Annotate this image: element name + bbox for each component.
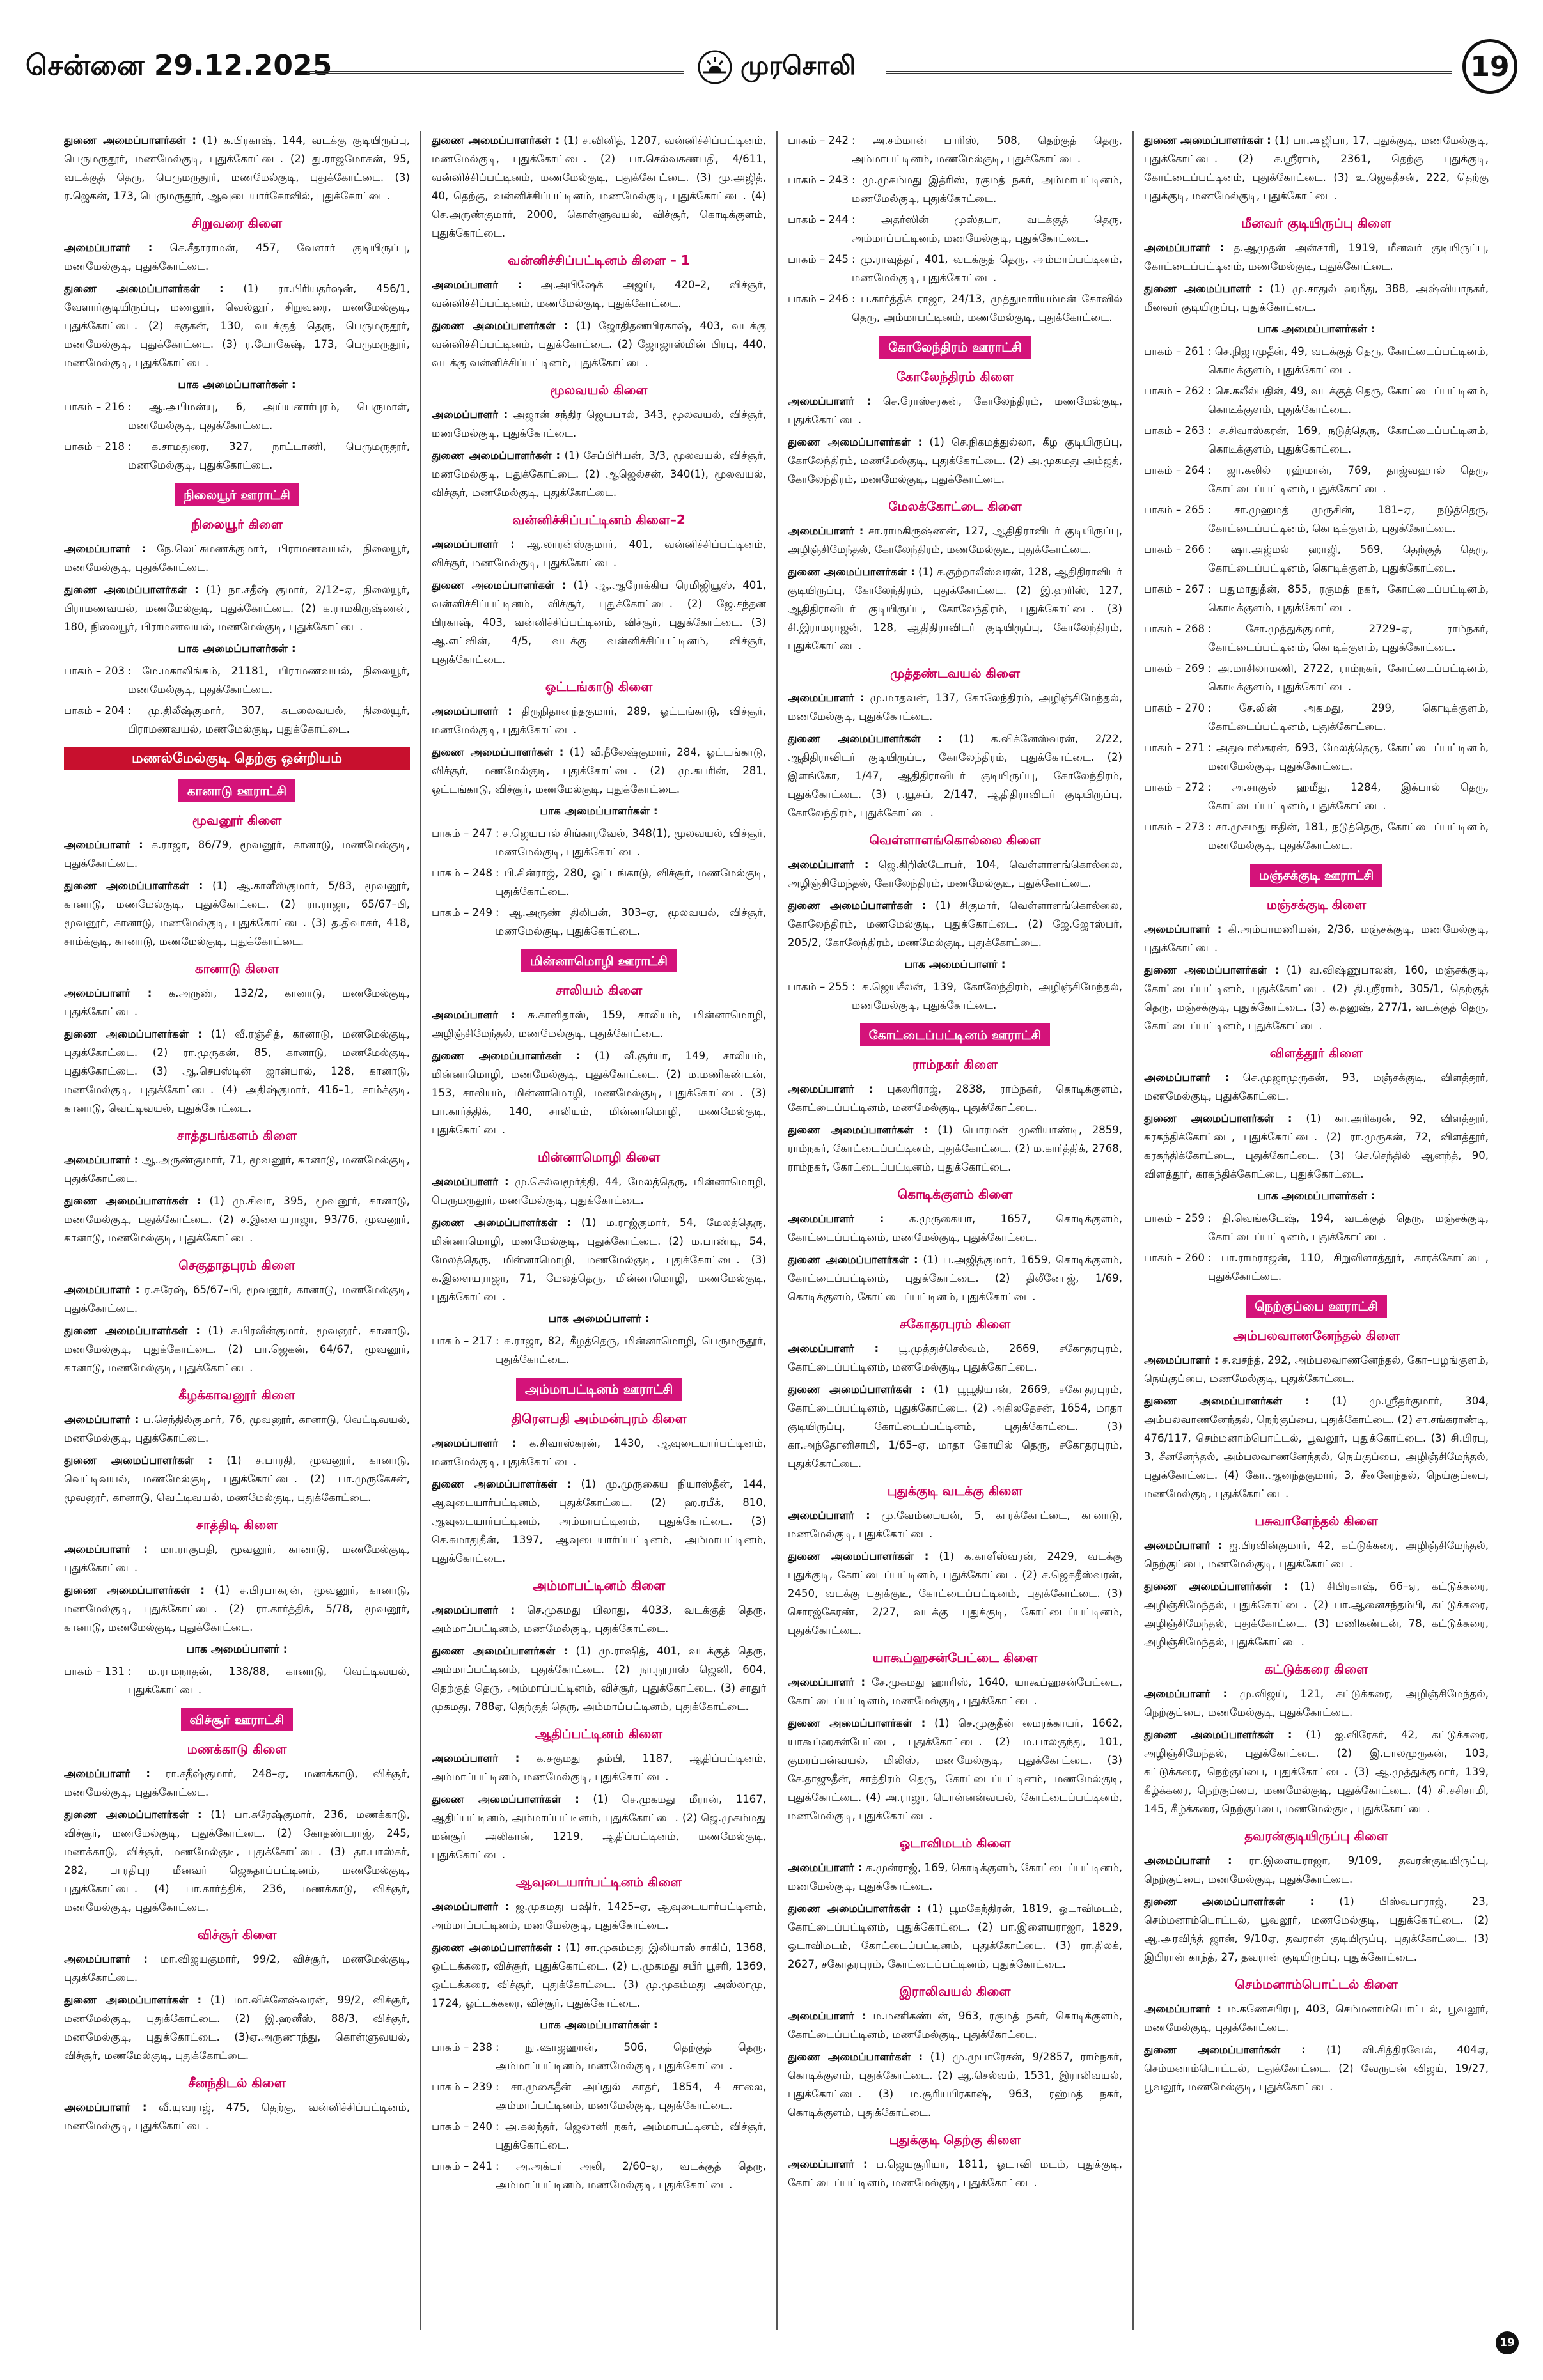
booth-member: : ம.ராமநாதன், 138/88, கானாடு, வெட்டிவயல், புதுக்கோட்டை.	[128, 1665, 410, 1696]
booth-number: பாகம் – 259	[1144, 1212, 1205, 1224]
office-bearer-entry: அமைப்பாளர் : ஆ.அருண்குமார், 71, மூவனூர், கானாடு, மணமேல்குடி, புதுக்கோட்டை.	[64, 1154, 410, 1185]
office-bearer-entry: அமைப்பாளர் : திருநிதானந்தகுமார், 289, ஓட்டங்காடு, விச்சூர், மணமேல்குடி, புதுக்கோட்டை.	[432, 705, 766, 736]
office-bearer-entry: துணை அமைப்பாளர்கள் : (1) சேப்பிரியன், 3/3, மூலவயல், விச்சூர், மணமேல்குடி, புதுக்கோட்டை. (2) ஆஜெல்சன், 340(1), மூலவயல், விச்சூர், மணமேல்குடி, புதுக்கோட்டை.	[432, 449, 766, 499]
office-bearer-entry: துணை அமைப்பாளர்கள் : (1) ச.குற்றாலீஸ்வரன், 128, ஆதிதிராவிடர் குடியிருப்பு, கோலேந்திரம், புதுக்கோட்டை. (2) இ.ஹரிஸ், 127, ஆதிதிராவிடர் குடியிருப்பு, கோலேந்திரம், புதுக்கோட்டை. (3) சி.இராமராஜன், 128, ஆதிதிராவிடர் குடியிருப்பு, கோலேந்திரம், புதுக்கோட்டை.	[788, 566, 1122, 652]
office-bearer-entry: துணை அமைப்பாளர்கள் : (1) மு.சிவா, 395, மூவனூர், கானாடு, மணமேல்குடி, புதுக்கோட்டை. (2) ச.இளையராஜா, 93/76, மூவனூர், கானாடு, மணமேல்குடி, புதுக்கோட்டை.	[64, 1195, 410, 1244]
booth-number: பாகம் – 271	[1144, 742, 1205, 754]
branch-heading: ஆவுடையார்பட்டினம் கிளை	[515, 1874, 682, 1890]
masthead-rule-left	[307, 71, 684, 74]
masthead-rule-right	[886, 71, 1452, 74]
booth-entry	[1144, 778, 1489, 815]
booth-number: பாகம் – 265	[1144, 504, 1205, 516]
panchayat-heading: கோலேந்திரம் ஊராட்சி	[879, 336, 1030, 359]
booth-number: பாகம் – 273	[1144, 821, 1205, 833]
office-bearer-entry: துணை அமைப்பாளர்கள் : (1) ஆ.காளீஸ்குமார், 5/83, மூவனூர், கானாடு, மணமேல்குடி, புதுக்கோட்டை. (2) ரா.ராஜா, 65/67–பி, மூவனூர், கானாடு, மணமேல்குடி, புதுக்கோட்டை. (3) த.திவாகர், 418, சாம்க்குடி, கானாடு, மணமேல்குடி, புதுக்கோட்டை.	[64, 880, 410, 947]
branch-heading: கொடிக்குளம் கிளை	[897, 1186, 1013, 1202]
panchayat-heading: நெற்குப்பை ஊராட்சி	[1246, 1295, 1387, 1318]
office-bearer-entry: அமைப்பாளர் : சே.முகமது ஹாரிஸ், 1640, யாகூப்ஹசன்பேட்டை, கோட்டைப்பட்டினம், மணமேல்குடி, புதுக்கோட்டை.	[788, 1676, 1123, 1707]
branch-heading: சகோதரபுரம் கிளை	[899, 1316, 1011, 1332]
branch-heading: திரௌபதி அம்மன்புரம் கிளை	[511, 1411, 687, 1426]
booth-entry	[1144, 382, 1489, 419]
booth-number: பாகம் – 131	[64, 1665, 125, 1677]
office-bearer-entry: துணை அமைப்பாளர்கள் : (1) ப.அஜித்குமார், 1659, கொடிக்குளம், கோட்டைப்பட்டினம், புதுக்கோட்டை. (2) திலீனோஜ், 1/69, கொடிக்குளம், கோட்டைப்பட்டினம், புதுக்கோட்டை.	[788, 1254, 1122, 1303]
booth-entry	[1144, 580, 1489, 617]
booth-member: : அ.அக்பர் அலி, 2/60–ஏ, வடக்குத் தெரு, அம்மாப்பட்டினம், மணமேல்குடி, புதுக்கோட்டை.	[496, 2160, 766, 2191]
branch-heading: சாலியம் கிளை	[555, 983, 643, 998]
booth-number: பாகம் – 266	[1144, 543, 1205, 556]
branch-heading: சாத்தபங்களம் கிளை	[176, 1128, 297, 1143]
branch-heading: மின்னாமொழி கிளை	[537, 1149, 661, 1165]
booth-subheading: பாக அமைப்பாளர்கள் :	[1257, 1190, 1375, 1202]
booth-number: பாகம் – 247	[432, 827, 492, 839]
booth-entry	[432, 2038, 766, 2075]
booth-member: : மு.முகம்மது இத்ரிஸ், ரகுமத் நகர், அம்மாபட்டினம், மணமேல்குடி, புதுக்கோட்டை.	[852, 174, 1122, 205]
booth-number: பாகம் – 245	[788, 253, 849, 265]
branch-heading: மஞ்சக்குடி கிளை	[1266, 897, 1367, 912]
booth-member: : அதர்ஸின் முஸ்தபா, வடக்குத் தெரு, அம்மாப்பட்டினம், மணமேல்குடி, புதுக்கோட்டை.	[852, 214, 1122, 244]
branch-heading: யாகூப்ஹசன்பேட்டை கிளை	[872, 1650, 1038, 1665]
branch-heading: மீனவர் குடியிருப்பு கிளை	[1241, 215, 1391, 231]
booth-entry	[1144, 738, 1489, 775]
booth-member: : சோ.முத்துக்குமார், 2729–ஏ, ராம்நகர், கோட்டைப்பட்டினம், கொடிக்குளம், புதுக்கோட்டை.	[1208, 623, 1489, 653]
branch-heading: புதுக்குடி வடக்கு கிளை	[887, 1483, 1023, 1498]
booth-member: : அ.கலந்தர், ஜெலானி நகர், அம்மாபட்டினம், விச்சூர், புதுக்கோட்டை.	[496, 2120, 766, 2151]
booth-member: : க.ராஜா, 82, கீழத்தெரு, மின்னாமொழி, பெருமருதூர், புதுக்கோட்டை.	[496, 1335, 766, 1365]
booth-number: பாகம் – 262	[1144, 385, 1205, 397]
office-bearer-entry: துணை அமைப்பாளர்கள் : (1) சா.முகம்மது இலியாஸ் சாகிப், 1368, ஓட்டக்கரை, விச்சூர், புதுக்கோட்டை. (2) பு.முகமது சபீர் பூசரி, 1369, ஓட்டக்கரை, விச்சூர், புதுக்கோட்டை. (3) மு.முகம்மது அஸ்லாமு, 1724, ஓட்டக்கரை, விச்சூர், புதுக்கோட்டை.	[432, 1941, 766, 2009]
branch-heading: விச்சூர் கிளை	[197, 1927, 277, 1942]
booth-entry	[788, 977, 1122, 1015]
office-bearer-entry: துணை அமைப்பாளர்கள் : (1) மு.முபாரேசன், 9/2857, ராம்நகர், கொடிக்குளம், புதுக்கோட்டை. (2) ஆ.செல்வம், 1531, இராலிவயல், புதுக்கோட்டை. (3) ம.சூரியபிரகாஷ், 963, ரஹ்மத் நகர், கொடிக்குளம், புதுக்கோட்டை.	[788, 2051, 1122, 2119]
office-bearer-entry: அமைப்பாளர் : ர.சுரேஷ், 65/67–பி, மூவனூர், கானாடு, மணமேல்குடி, புதுக்கோட்டை.	[64, 1284, 410, 1314]
booth-member: : ஆ.அபிமன்யு, 6, அய்யனார்புரம், பெருமாள், மணமேல்குடி, புதுக்கோட்டை.	[128, 401, 410, 432]
office-bearer-entry: அமைப்பாளர் : மா.விஜயகுமார், 99/2, விச்சூர், மணமேல்குடி, புதுக்கோட்டை.	[64, 1953, 410, 1984]
office-bearer-entry: அமைப்பாளர் : ஜெ.கிறிஸ்டோபர், 104, வெள்ளாளங்கொல்லை, அழிஞ்சிமேந்தல், கோலேந்திரம், மணமேல்குடி, புதுக்கோட்டை.	[788, 859, 1122, 889]
panchayat-heading: மஞ்சக்குடி ஊராட்சி	[1250, 864, 1383, 887]
booth-number: பாகம் – 203	[64, 665, 125, 677]
office-bearer-entry: அமைப்பாளர் : க.சுகுமது தம்பி, 1187, ஆதிப்பட்டினம், அம்மாப்பட்டினம், மணமேல்குடி, புதுக்கோட்டை.	[432, 1752, 767, 1783]
branch-heading: ஓடாவிமடம் கிளை	[899, 1835, 1011, 1851]
office-bearer-entry: துணை அமைப்பாளர்கள் : (1) ம.ராஜ்குமார், 54, மேலத்தெரு, மின்னாமொழி, மணமேல்குடி, புதுக்கோட்டை. (2) ம.பாண்டி, 54, மேலத்தெரு, மின்னாமொழி, மணமேல்குடி, புதுக்கோட்டை. (3) க.இளையராஜா, 71, மேலத்தெரு, மின்னாமொழி, மணமேல்குடி, புதுக்கோட்டை.	[432, 1217, 766, 1303]
office-bearer-entry: அமைப்பாளர் : மு.செல்வமூர்த்தி, 44, மேலத்தெரு, மின்னாமொழி, பெருமருதூர், மணமேல்குடி, புதுக்கோட்டை.	[432, 1176, 766, 1206]
office-bearer-entry: துணை அமைப்பாளர்கள் : (1) ச.பிரபாகரன், மூவனூர், கானாடு, மணமேல்குடி, புதுக்கோட்டை. (2) ரா.கார்த்திக், 5/78, மூவனூர், கானாடு, மணமேல்குடி, புதுக்கோட்டை.	[64, 1584, 410, 1633]
office-bearer-entry: துணை அமைப்பாளர்கள் : (1) வி.சித்திரவேல், 404ஏ, செம்மனாம்பொட்டல், புதுக்கோட்டை. (2) வேருபன் விஜய், 19/27, பூவலூர், மணமேல்குடி, புதுக்கோட்டை.	[1144, 2044, 1489, 2093]
booth-number: பாகம் – 263	[1144, 424, 1205, 437]
booth-entry	[64, 437, 410, 474]
booth-entry	[432, 864, 766, 901]
column-4	[1132, 131, 1489, 2330]
booth-member: : அதுவாஸ்கரன், 693, மேலத்தெரு, கோட்டைப்பட்டினம், மணமேல்குடி, புதுக்கோட்டை.	[1208, 742, 1489, 772]
office-bearer-entry: அமைப்பாளர் : த.ஆமுதன் அன்சாரி, 1919, மீனவர் குடியிருப்பு, கோட்டைப்பட்டினம், மணமேல்குடி, புதுக்கோட்டை.	[1144, 242, 1489, 272]
office-bearer-entry: துணை அமைப்பாளர்கள் : (1) பா.அஜிபா, 17, புதுக்குடி, மணமேல்குடி, புதுக்கோட்டை. (2) ச.ஸ்ரீராம், 2361, தெற்கு புதுக்குடி, கோட்டைப்பட்டினம், புதுக்கோட்டை. (3) உ.ஜெகதீசன், 222, தெற்கு புதுக்குடி, மணமேல்குடி, புதுக்கோட்டை.	[1144, 134, 1489, 202]
office-bearer-entry: துணை அமைப்பாளர்கள் : (1) வ.விஷ்ணுபாலன், 160, மஞ்சக்குடி, கோட்டைப்பட்டினம், புதுக்கோட்டை. (2) தி.ஸ்ரீராம், 305/1, தெற்குத் தெரு, மஞ்சக்குடி, புதுக்கோட்டை. (3) க.தனுஷ், 277/1, வடக்குத் தெரு, கோட்டைப்பட்டினம், புதுக்கோட்டை.	[1144, 964, 1489, 1032]
panchayat-heading: நிலையூர் ஊராட்சி	[175, 483, 299, 506]
office-bearer-entry: துணை அமைப்பாளர்கள் : (1) ரா.பிரியதர்ஷன், 456/1, வேளார்குடியிருப்பு, மணலூர், வெல்லூர், சிறுவரை, மணமேல்குடி, புதுக்கோட்டை. (2) சகுகன், 130, வடக்குத் தெரு, பெருமருதூர், மணமேல்குடி, புதுக்கோட்டை. (3) ர.யோகேஷ், 173, பெருமருதூர், மணமேல்குடி, புதுக்கோட்டை.	[64, 283, 410, 369]
booth-subheading: பாக அமைப்பாளர் :	[186, 1643, 288, 1656]
booth-entry	[1144, 818, 1489, 855]
office-bearer-entry: துணை அமைப்பாளர்கள் : (1) ச.பிரவீன்குமார், மூவனூர், கானாடு, மணமேல்குடி, புதுக்கோட்டை. (2) பா.ஜெகன், 64/67, மூவனூர், கானாடு, மணமேல்குடி, புதுக்கோட்டை.	[64, 1325, 410, 1374]
booth-number: பாகம் – 204	[64, 704, 125, 717]
booth-entry	[1144, 342, 1489, 379]
office-bearer-entry: அமைப்பாளர் : நே.லெட்சுமணக்குமார், பிராமணவயல், நிலையூர், மணமேல்குடி, புதுக்கோட்டை.	[64, 543, 410, 573]
booth-number: பாகம் – 248	[432, 867, 492, 879]
office-bearer-entry: துணை அமைப்பாளர்கள் : (1) ச.வினித், 1207, வன்னிச்சிப்பட்டினம், மணமேல்குடி, புதுக்கோட்டை. (2) பா.செல்வகணபதி, 4/611, வன்னிச்சிப்பட்டினம், மணமேல்குடி, புதுக்கோட்டை. (3) மு.அஜித், 40, தெற்கு, வன்னிச்சிப்பட்டினம், மணமேல்குடி, புதுக்கோட்டை. (4) செ.அருண்குமார், 2000, கொள்ளுவயல், விச்சூர், கொடிக்குளம், புதுக்கோட்டை.	[432, 134, 766, 239]
branch-heading: கட்டுக்கரை கிளை	[1264, 1661, 1368, 1677]
office-bearer-entry: துணை அமைப்பாளர்கள் : (1) பொரமன் முனியாண்டி, 2859, ராம்நகர், கோட்டைப்பட்டினம், புதுக்கோட்டை. (2) ம.கார்த்திக், 2768, ராம்நகர், கோட்டைப்பட்டினம், புதுக்கோட்டை.	[788, 1124, 1122, 1173]
office-bearer-entry: துணை அமைப்பாளர்கள் : (1) க.காளீஸ்வரன், 2429, வடக்கு புதுக்குடி, கோட்டைப்பட்டினம், புதுக்கோட்டை. (2) ச.ஜெகதீஸ்வரன், 2450, வடக்கு புதுக்குடி, கோட்டைப்பட்டினம், புதுக்கோட்டை. (3) சொரஜ்கேரண், 2/27, வடக்கு புதுக்குடி, கோட்டைப்பட்டினம், புதுக்கோட்டை.	[788, 1550, 1122, 1637]
masthead-logo	[697, 42, 882, 93]
booth-member: : பி.சின்ராஜ், 280, ஓட்டங்காடு, விச்சூர், மணமேல்குடி, புதுக்கோட்டை.	[496, 867, 766, 898]
booth-number: பாகம் – 242	[788, 134, 849, 146]
booth-subheading: பாக அமைப்பாளர் :	[904, 958, 1006, 971]
office-bearer-entry: அமைப்பாளர் : பூ.முத்துச்செல்வம், 2669, சகோதரபுரம், கோட்டைப்பட்டினம், மணமேல்குடி, புதுக்கோட்டை.	[788, 1342, 1122, 1373]
office-bearer-entry: அமைப்பாளர் : ச.வசந்த், 292, அம்பலவாணனேந்தல், கோ–பழங்குளம், நெய்குப்பை, மணமேல்குடி, புதுக்கோட்டை.	[1144, 1354, 1489, 1385]
office-bearer-entry: துணை அமைப்பாளர்கள் : (1) மு.ராஷித், 401, வடக்குத் தெரு, அம்மாப்பட்டினம், புதுக்கோட்டை. (2) நா.நூராஸ் ஜெனி, 604, தெற்குத் தெரு, அம்மாப்பட்டினம், விச்சூர், புதுக்கோட்டை. (3) சாதுர் முகமது, 788ஏ, தெற்குத் தெரு, அம்மாப்பட்டினம், புதுக்கோட்டை.	[432, 1645, 766, 1713]
booth-number: பாகம் – 244	[788, 214, 849, 226]
panchayat-heading: கானாடு ஊராட்சி	[178, 779, 295, 802]
booth-entry	[432, 2117, 766, 2154]
office-bearer-entry: அமைப்பாளர் : ரா.இளையராஜா, 9/109, தவரன்குடியிருப்பு, நெற்குப்பை, மணமேல்குடி, புதுக்கோட்டை.	[1144, 1855, 1489, 1885]
office-bearer-entry: அமைப்பாளர் : ஜ.முகமது பஷிர், 1425–ஏ, ஆவுடையார்பட்டினம், அம்மாப்பட்டினம், மணமேல்குடி, புதுக்கோட்டை.	[432, 1901, 766, 1931]
booth-number: பாகம் – 216	[64, 401, 125, 413]
booth-entry	[788, 290, 1122, 327]
booth-entry	[1144, 659, 1489, 696]
booth-entry	[1144, 501, 1489, 538]
booth-entry	[64, 398, 410, 435]
booth-member: : மு.திலீஷ்குமார், 307, சுடலைவயல், நிலையூர், பிராமணவயல், மணமேல்குடி, புதுக்கோட்டை.	[128, 704, 410, 735]
branch-heading: அம்பலவாணனேந்தல் கிளை	[1232, 1328, 1400, 1343]
office-bearer-entry: அமைப்பாளர் : செ.ரோஸ்சரகன், கோலேந்திரம், மணமேல்குடி, புதுக்கோட்டை.	[788, 395, 1122, 426]
booth-number: பாகம் – 255	[788, 981, 849, 993]
booth-member: : ப.கார்த்திக் ராஜா, 24/13, முத்துமாரியம்மன் கோவில் தெரு, அம்மாபட்டினம், மணமேல்குடி, புதுக்கோட்டை.	[852, 293, 1122, 323]
office-bearer-entry: அமைப்பாளர் : ப.செந்தில்குமார், 76, மூவனூர், கானாடு, வெட்டிவயல், மணமேல்குடி, புதுக்கோட்டை.	[64, 1413, 410, 1444]
branch-heading: கோலேந்திரம் கிளை	[896, 369, 1014, 384]
booth-entry	[1144, 461, 1489, 498]
branch-heading: வன்னிச்சிப்பட்டினம் கிளை – 1	[508, 253, 690, 268]
office-bearer-entry: துணை அமைப்பாளர்கள் : (1) நா.சதீஷ் குமார், 2/12–ஏ, நிலையூர், பிராமணவயல், மணமேல்குடி, புதுக்கோட்டை. (2) க.ராமகிருஷ்ணன், 180, நிலையூர், பிராமணவயல், மணமேல்குடி, புதுக்கோட்டை.	[64, 584, 410, 633]
office-bearer-entry: அமைப்பாளர் : சா.ராமகிருஷ்ணன், 127, ஆதிதிராவிடர் குடியிருப்பு, அழிஞ்சிமேந்தல், கோலேந்திரம், மணமேல்குடி, புதுக்கோட்டை.	[788, 525, 1122, 556]
office-bearer-entry: அமைப்பாளர் : ரா.சதீஷ்குமார், 248–ஏ, மணக்காடு, விச்சூர், மணமேல்குடி, புதுக்கோட்டை.	[64, 1768, 410, 1798]
booth-entry	[432, 2157, 766, 2194]
office-bearer-entry: துணை அமைப்பாளர்கள் : (1) ஆ.ஆரோக்கிய ரெமிஜியூஸ், 401, வன்னிச்சிப்பட்டினம், விச்சூர், புதுக்கோட்டை. (2) ஜே.சந்தன பிரகாஷ், 403, வன்னிச்சிப்பட்டினம், விச்சூர், புதுக்கோட்டை. (3) ஆ.எட்வின், 4/5, வடக்கு வன்னிச்சிப்பட்டினம், விச்சூர், புதுக்கோட்டை.	[432, 579, 766, 665]
office-bearer-entry: அமைப்பாளர் : வீ.யுவராஜ், 475, தெற்கு, வன்னிச்சிப்பட்டினம், மணமேல்குடி, புதுக்கோட்டை.	[64, 2101, 410, 2132]
branch-heading: முத்தண்டவயல் கிளை	[890, 665, 1020, 681]
booth-number: பாகம் – 239	[432, 2081, 492, 2093]
booth-member: : ஆ.அருண் திலிபன், 303–ஏ, மூலவயல், விச்சூர், மணமேல்குடி, புதுக்கோட்டை.	[496, 906, 766, 937]
office-bearer-entry: அமைப்பாளர் : கி.அம்பாமணியன், 2/36, மஞ்சக்குடி, மணமேல்குடி, புதுக்கோட்டை.	[1144, 923, 1489, 954]
branch-heading: கானாடு கிளை	[194, 961, 279, 976]
office-bearer-entry: துணை அமைப்பாளர்கள் : (1) ச.பாரதி, மூவனூர், கானாடு, வெட்டிவயல், மணமேல்குடி, புதுக்கோட்டை. (2) பா.முருகேசன், மூவனூர், கானாடு, வெட்டிவயல், மணமேல்குடி, புதுக்கோட்டை.	[64, 1454, 410, 1504]
branch-heading: இராலிவயல் கிளை	[899, 1984, 1011, 1999]
branch-heading: கீழக்காவனூர் கிளை	[178, 1387, 295, 1403]
branch-heading: சிறுவரை கிளை	[191, 215, 283, 231]
office-bearer-entry: துணை அமைப்பாளர்கள் : (1) மா.விக்னேஷ்வரன், 99/2, விச்சூர், மணமேல்குடி, புதுக்கோட்டை. (2) இ.ஹனீஸ், 88/3, விச்சூர், மணமேல்குடி, புதுக்கோட்டை. (3)ஏ.அருணாந்து, கொள்ளுவயல், விச்சூர், மணமேல்குடி, புதுக்கோட்டை.	[64, 1994, 410, 2062]
booth-subheading: பாக அமைப்பாளர் :	[548, 1312, 650, 1325]
edition-date: சென்னை 29.12.2025	[26, 49, 333, 82]
branch-heading: மூலவயல் கிளை	[550, 382, 648, 398]
office-bearer-entry: துணை அமைப்பாளர்கள் : (1) ஜோதிதணபிரகாஷ், 403, வடக்கு வன்னிச்சிப்பட்டினம், புதுக்கோட்டை. (2) ஜோஜாஸ்மின் பிரபு, 440, வடக்கு வன்னிச்சிப்பட்டினம், புதுக்கோட்டை.	[432, 320, 766, 369]
office-bearer-entry: துணை அமைப்பாளர்கள் : (1) பா.சுரேஷ்குமார், 236, மணக்காடு, விச்சூர், மணமேல்குடி, புதுக்கோட்டை. (2) கோதண்டராஜ், 245, மணக்காடு, விச்சூர், மணமேல்குடி, புதுக்கோட்டை. (3) தா.பாஸ்கர், 282, பாரதிபுர மீனவர் ஜெகதாப்பட்டினம், மணமேல்குடி, புதுக்கோட்டை. (4) பா.கார்த்திக், 236, மணக்காடு, விச்சூர், மணமேல்குடி, புதுக்கோட்டை.	[64, 1808, 410, 1913]
branch-heading: சீனந்திடல் கிளை	[188, 2075, 286, 2090]
booth-entry	[432, 824, 766, 861]
office-bearer-entry: அமைப்பாளர் : ப.ஜெயசூரியா, 1811, ஓடாவி மடம், புதுக்குடி, கோட்டைப்பட்டினம், மணமேல்குடி, புதுக்கோட்டை.	[788, 2158, 1123, 2189]
office-bearer-entry: அமைப்பாளர் : க.முருகையா, 1657, கொடிக்குளம், கோட்டைப்பட்டினம், மணமேல்குடி, புதுக்கோட்டை.	[788, 1213, 1122, 1243]
office-bearer-entry: அமைப்பாளர் : புகலரிராஜ், 2838, ராம்நகர், கொடிக்குளம், கோட்டைப்பட்டினம், மணமேல்குடி, புதுக்கோட்டை.	[788, 1083, 1122, 1114]
office-bearer-entry: துணை அமைப்பாளர்கள் : (1) வீ.நீலேஷ்குமார், 284, ஓட்டங்காடு, விச்சூர், மணமேல்குடி, புதுக்கோட்டை. (2) மு.சுபரின், 281, ஓட்டங்காடு, விச்சூர், மணமேல்குடி, புதுக்கோட்டை.	[432, 746, 766, 795]
booth-number: பாகம் – 243	[788, 174, 849, 186]
booth-member: : பதுமாதுதீன், 855, ரகுமத் நகர், கோட்டைப்பட்டினம், கொடிக்குளம், புதுக்கோட்டை.	[1208, 583, 1489, 614]
office-bearer-entry: துணை அமைப்பாளர்கள் : (1) செ.நிகமத்துல்லா, கீழ குடியிருப்பு, கோலேந்திரம், மணமேல்குடி, புதுக்கோட்டை. (2) அ.முகமது அம்ஜத், கோலேந்திரம், மணமேல்குடி, புதுக்கோட்டை.	[788, 436, 1122, 485]
office-bearer-entry: அமைப்பாளர் : க.ராஜா, 86/79, மூவனூர், கானாடு, மணமேல்குடி, புதுக்கோட்டை.	[64, 839, 410, 869]
office-bearer-entry: துணை அமைப்பாளர்கள் : (1) பூமகேந்திரன், 1819, ஓடாவிமடம், கோட்டைப்பட்டினம், புதுக்கோட்டை. (2) பா.இளையராஜா, 1829, ஓடாவிமடம், கோட்டைப்பட்டினம், புதுக்கோட்டை. (3) ரா.திலக், 2627, சகோதரபுரம், கோட்டைப்பட்டினம், புதுக்கோட்டை.	[788, 1902, 1122, 1970]
office-bearer-entry: துணை அமைப்பாளர்கள் : (1) கா.அரிகரன், 92, விளத்தூர், கரகந்திக்கோட்டை, புதுக்கோட்டை. (2) ரா.முருகன், 72, விளத்தூர், கரகந்திக்கோட்டை, புதுக்கோட்டை. (3) செ.செந்தில் ஆனந்த், 90, விளத்தூர், கரகந்திக்கோட்டை, புதுக்கோட்டை.	[1144, 1112, 1489, 1180]
office-bearer-entry: துணை அமைப்பாளர்கள் : (1) மு.முருகைய நியாஸ்தீன், 144, ஆவுடையார்பட்டினம், புதுக்கோட்டை. (2) ஹ.ரபீக், 810, ஆவுடையார்பட்டினம், அம்மாபட்டினம், புதுக்கோட்டை. (3) செ.சுமாதுதீன், 1397, ஆவுடையார்ப்பட்டினம், அம்மாபட்டினம், புதுக்கோட்டை.	[432, 1478, 766, 1564]
booth-member: : ச.சிவாஸ்கரன், 169, நடுத்தெரு, கோட்டைப்பட்டினம், கொடிக்குளம், புதுக்கோட்டை.	[1208, 424, 1489, 455]
booth-entry	[1144, 619, 1489, 657]
branch-heading: செம்மனாம்பொட்டல் கிளை	[1235, 1977, 1398, 1992]
office-bearer-entry: அமைப்பாளர் : ம.மணிகண்டன், 963, ரகுமத் நகர், கொடிக்குளம், கோட்டைப்பட்டினம், மணமேல்குடி, புதுக்கோட்டை.	[788, 2010, 1122, 2041]
branch-heading: ஓட்டங்காடு கிளை	[545, 679, 653, 694]
booth-number: பாகம் – 269	[1144, 662, 1205, 674]
booth-entry	[788, 171, 1122, 208]
booth-entry	[432, 2078, 766, 2115]
branch-heading: செகுதாதபுரம் கிளை	[178, 1257, 295, 1273]
booth-subheading: பாக அமைப்பாளர்கள் :	[178, 642, 296, 655]
branch-heading: மணக்காடு கிளை	[187, 1741, 287, 1757]
rising-sun-logo-icon	[697, 49, 733, 85]
column-1	[64, 131, 420, 2330]
booth-entry	[1144, 1248, 1489, 1286]
booth-number: பாகம் – 246	[788, 293, 849, 305]
booth-entry	[432, 1332, 766, 1369]
booth-member: : பா.ராமராஜன், 110, சிறுவிளாத்தூர், காரக்கோட்டை, புதுக்கோட்டை.	[1208, 1252, 1489, 1282]
office-bearer-entry: அமைப்பாளர் : மா.ராகுபதி, மூவனூர், கானாடு, மணமேல்குடி, புதுக்கோட்டை.	[64, 1543, 410, 1574]
booth-entry	[1144, 1209, 1489, 1246]
booth-number: பாகம் – 260	[1144, 1252, 1205, 1264]
office-bearer-entry: துணை அமைப்பாளர்கள் : (1) வீ.சூர்யா, 149, சாலியம், மின்னாமொழி, மணமேல்குடி, புதுக்கோட்டை. (2) ம.மணிகண்டன், 153, சாலியம், மின்னாமொழி, மணமேல்குடி, புதுக்கோட்டை. (3) பா.கார்த்திக், 140, சாலியம், மின்னாமொழி, மணமேல்குடி, புதுக்கோட்டை.	[432, 1050, 766, 1136]
branch-heading: மூவனூர் கிளை	[192, 813, 282, 828]
booth-member: : தி.வெங்கடேஷ், 194, வடக்குத் தெரு, மஞ்சக்குடி, கோட்டைப்பட்டினம், புதுக்கோட்டை.	[1208, 1212, 1489, 1243]
booth-member: : செ.நிஜாமுதீன், 49, வடக்குத் தெரு, கோட்டைப்பட்டினம், கொடிக்குளம், புதுக்கோட்டை.	[1208, 345, 1489, 376]
booth-entry	[1144, 699, 1489, 736]
booth-entry	[64, 662, 410, 699]
office-bearer-entry: துணை அமைப்பாளர்கள் : (1) மு.ஸ்ரீதர்குமார், 304, அம்பலவாணனேந்தல், நெற்குப்பை, புதுக்கோட்டை. (2) சா.சங்கராண்டி, 476/117, செம்மனாம்பொட்டல், பூவலூர், புதுக்கோட்டை. (3) சி.பிரபு, 3, சீனனேந்தல், அம்பலவாணனேந்தல், நெய்குப்பை, அழிஞ்சிமேந்தல், புதுக்கோட்டை. (4) கோ.ஆனந்தகுமார், 3, சீனனேந்தல், நெய்குப்பை, மணமேல்குடி, புதுக்கோட்டை.	[1144, 1395, 1489, 1500]
booth-entry	[1144, 421, 1489, 458]
office-bearer-entry: அமைப்பாளர் : ம.கணேசபிரபு, 403, செம்மனாம்பொட்டல், பூவலூர், மணமேல்குடி, புதுக்கோட்டை.	[1144, 2003, 1489, 2034]
office-bearer-entry: அமைப்பாளர் : க.முன்ராஜ், 169, கொடிக்குளம், கோட்டைப்பட்டினம், மணமேல்குடி, புதுக்கோட்டை.	[788, 1862, 1122, 1892]
booth-member: : அ.சம்மான் பாரிஸ், 508, தெற்குத் தெரு, அம்மாபட்டினம், மணமேல்குடி, புதுக்கோட்டை.	[852, 134, 1122, 165]
branch-heading: வன்னிச்சிப்பட்டினம் கிளை–2	[512, 512, 685, 527]
office-bearer-entry: துணை அமைப்பாளர் : (1) மு.சாதுல் ஹமீது, 388, அஷ்வியாநகர், மீனவர் குடியிருப்பு, புதுக்கோட்டை.	[1144, 283, 1489, 313]
booth-member: : சா.முகைதீன் அப்துல் காதர், 1854, 4 சாலை, அம்மாப்பட்டினம், மணமேல்குடி, புதுக்கோட்டை.	[496, 2081, 766, 2112]
newspaper-name: முரசொலி	[740, 51, 856, 81]
booth-number: பாகம் – 272	[1144, 781, 1205, 793]
booth-member: : நூ.ஷாஜஹான், 506, தெற்குத் தெரு, அம்மாப்பட்டினம், மணமேல்குடி, புதுக்கோட்டை.	[496, 2041, 766, 2072]
union-heading: மணல்மேல்குடி தெற்கு ஒன்றியம்	[64, 747, 410, 770]
panchayat-heading: அம்மாபட்டினம் ஊராட்சி	[516, 1378, 682, 1401]
branch-heading: தவரன்குடியிருப்பு கிளை	[1244, 1828, 1388, 1844]
booth-entry	[788, 210, 1122, 247]
article-columns	[64, 131, 1490, 2330]
branch-heading: ஆதிப்பட்டினம் கிளை	[535, 1726, 663, 1741]
booth-member: : மு.ராவுத்தர், 401, வடக்குத் தெரு, அம்மாப்பட்டினம், மணமேல்குடி, புதுக்கோட்டை.	[852, 253, 1122, 284]
panchayat-heading: கோட்டைப்பட்டினம் ஊராட்சி	[860, 1023, 1051, 1046]
booth-member: : ச.ஜெயபால் சிங்காரவேல், 348(1), மூலவயல், விச்சூர், மணமேல்குடி, புதுக்கோட்டை.	[496, 827, 766, 858]
branch-heading: சாத்திடி கிளை	[196, 1517, 278, 1532]
panchayat-heading: விச்சூர் ஊராட்சி	[181, 1708, 294, 1731]
booth-member: : ஜா.கலில் ரஹ்மான், 769, தாஜ்வஹால் தெரு, கோட்டைப்பட்டினம், புதுக்கோட்டை.	[1208, 464, 1489, 495]
office-bearer-entry: அமைப்பாளர் : ஐ.பிரவின்குமார், 42, கட்டுக்கரை, அழிஞ்சிமேந்தல், நெற்குப்பை, மணமேல்குடி, புதுக்கோட்டை.	[1144, 1539, 1489, 1570]
booth-subheading: பாக அமைப்பாளர்கள் :	[540, 805, 658, 818]
booth-member: : சா.முஹமத் முருசின், 181–ஏ, நடுத்தெரு, கோட்டைப்பட்டினம், கொடிக்குளம், புதுக்கோட்டை.	[1208, 504, 1489, 534]
column-2	[420, 131, 776, 2330]
branch-heading: மேலக்கோட்டை கிளை	[888, 499, 1022, 514]
booth-member: : க.சாமதுரை, 327, நாட்டாணி, பெருமருதூர், மணமேல்குடி, புதுக்கோட்டை.	[128, 440, 410, 471]
column-3	[776, 131, 1132, 2330]
footer-page-number: 19	[1496, 2331, 1519, 2354]
booth-number: பாகம் – 218	[64, 440, 125, 453]
office-bearer-entry: அமைப்பாளர் : மு.வேம்பையன், 5, காரக்கோட்டை, கானாடு, மணமேல்குடி, புதுக்கோட்டை.	[788, 1509, 1122, 1540]
office-bearer-entry: அமைப்பாளர் : செ.முஜாமுருகன், 93, மஞ்சக்குடி, விளத்தூர், மணமேல்குடி, புதுக்கோட்டை.	[1144, 1071, 1489, 1102]
office-bearer-entry: துணை அமைப்பாளர்கள் : (1) சிகுமார், வெள்ளாளங்கொல்லை, கோலேந்திரம், மணமேல்குடி, புதுக்கோட்டை. (2) ஜே.ஜோஸ்பர், 205/2, கோலேந்திரம், மணமேல்குடி, புதுக்கோட்டை.	[788, 899, 1122, 949]
booth-member: : ஷா.அஜ்மல் ஹாஜி, 569, தெற்குத் தெரு, கோட்டைப்பட்டினம், கொடிக்குளம், புதுக்கோட்டை.	[1208, 543, 1489, 574]
booth-member: : சே.லின் அகமது, 299, கொடிக்குளம், கோட்டைப்பட்டினம், புதுக்கோட்டை.	[1208, 702, 1489, 733]
office-bearer-entry: துணை அமைப்பாளர்கள் : (1) வீ.ரஞ்சித், கானாடு, மணமேல்குடி, புதுக்கோட்டை. (2) ரா.முருகன், 85, கானாடு, மணமேல்குடி, புதுக்கோட்டை. (3) ஆ.செபஸ்டின் ஜான்பால், 128, கானாடு, மணமேல்குடி, புதுக்கோட்டை. (4) அதிஷ்குமார், 416–1, சாம்க்குடி, கானாடு, வெட்டிவயல், புதுக்கோட்டை.	[64, 1028, 410, 1114]
booth-subheading: பாக அமைப்பாளர்கள் :	[178, 378, 296, 391]
booth-member: : செ.கலீல்பதின், 49, வடக்குத் தெரு, கோட்டைப்பட்டினம், கொடிக்குளம், புதுக்கோட்டை.	[1208, 385, 1489, 416]
branch-heading: வெள்ளாளங்கொல்லை கிளை	[869, 832, 1041, 848]
booth-entry	[432, 903, 766, 940]
office-bearer-entry: துணை அமைப்பாளர்கள் : (1) சிபிரகாஷ், 66–ஏ, கட்டுக்கரை, அழிஞ்சிமேந்தல், புதுக்கோட்டை. (2) பா.ஆனைசந்தம்பி, கட்டுக்கரை, அழிஞ்சிமேந்தல், புதுக்கோட்டை. (3) மணிகண்டன், 78, கட்டுக்கரை, அழிஞ்சிமேந்தல், புதுக்கோட்டை.	[1144, 1580, 1489, 1648]
branch-heading: ராம்நகர் கிளை	[912, 1057, 998, 1072]
booth-subheading: பாக அமைப்பாளர்கள் :	[1257, 323, 1375, 336]
office-bearer-entry: அமைப்பாளர் : சு.காளிதாஸ், 159, சாலியம், மின்னாமொழி, அழிஞ்சிமேந்தல், மணமேல்குடி, புதுக்கோட்டை.	[432, 1009, 766, 1039]
office-bearer-entry: துணை அமைப்பாளர்கள் : (1) ஐ.விரேகர், 42, கட்டுக்கரை, அழிஞ்சிமேந்தல், புதுக்கோட்டை. (2) இ.பாலமுருகன், 103, கட்டுக்கரை, நெற்குப்பை, புதுக்கோட்டை. (3) ஆ.முத்துக்குமார், 139, கீழ்க்கரை, நெற்குப்பை, மணமேல்குடி, புதுக்கோட்டை. (4) சி.சசிசாமி, 145, கீழ்க்கரை, நெற்குப்பை, மணமேல்குடி, புதுக்கோட்டை.	[1144, 1729, 1489, 1815]
booth-number: பாகம் – 249	[432, 906, 492, 919]
office-bearer-entry: அமைப்பாளர் : க.அருண், 132/2, கானாடு, மணமேல்குடி, புதுக்கோட்டை.	[64, 987, 410, 1018]
booth-number: பாகம் – 238	[432, 2041, 492, 2053]
office-bearer-entry: துணை அமைப்பாளர்கள் : (1) க.விக்னேஸ்வரன், 2/22, ஆதிதிராவிடர் குடியிருப்பு, கோலேந்திரம், புதுக்கோட்டை. (2) இளங்கோ, 1/47, ஆதிதிராவிடர் குடியிருப்பு, கோலேந்திரம், புதுக்கோட்டை. (3) ர.யூசுப், 2/147, ஆதிதிராவிடர் குடியிருப்பு, கோலேந்திரம், புதுக்கோட்டை.	[788, 733, 1122, 819]
booth-entry	[1144, 540, 1489, 577]
booth-member: : சா.முகமது ஈதின், 181, நடுத்தெரு, கோட்டைப்பட்டினம், மணமேல்குடி, புதுக்கோட்டை.	[1208, 821, 1489, 852]
office-bearer-entry: அமைப்பாளர் : செ.சீதாராமன், 457, வேளார் குடியிருப்பு, மணமேல்குடி, புதுக்கோட்டை.	[64, 242, 410, 272]
booth-entry	[64, 1662, 410, 1699]
branch-heading: நிலையூர் கிளை	[191, 517, 283, 532]
booth-number: பாகம் – 270	[1144, 702, 1205, 714]
booth-number: பாகம் – 241	[432, 2160, 492, 2172]
branch-heading: விளத்தூர் கிளை	[1269, 1045, 1363, 1061]
booth-number: பாகம் – 267	[1144, 583, 1205, 595]
booth-member: : க.ஜெயசீலன், 139, கோலேந்திரம், அழிஞ்சிமேந்தல், மணமேல்குடி, புதுக்கோட்டை.	[852, 981, 1122, 1011]
office-bearer-entry: துணை அமைப்பாளர்கள் : (1) க.பிரகாஷ், 144, வடக்கு குடியிருப்பு, பெருமருதூர், மணமேல்குடி, புதுக்கோட்டை. (2) து.ராஜமோகன், 95, வடக்குத் தெரு, பெருமருதூர், மணமேல்குடி, புதுக்கோட்டை. (3) ர.ஜெகன், 173, பெருமருதூர், ஆவுடையார்கோவில், புதுக்கோட்டை.	[64, 134, 410, 202]
booth-member: : அ.சாகுல் ஹமீது, 1284, இக்பால் தெரு, கோட்டைப்பட்டினம், புதுக்கோட்டை.	[1208, 781, 1489, 812]
booth-number: பாகம் – 268	[1144, 623, 1205, 635]
office-bearer-entry: துணை அமைப்பாளர்கள் : (1) பூபூதியான், 2669, சகோதரபுரம், கோட்டைப்பட்டினம், புதுக்கோட்டை. (2) அகிலதேசன், 1654, மாதா குடியிருப்பு, கோட்டைப்பட்டினம், புதுக்கோட்டை. (3) கா.அந்தோனிசாமி, 1/65–ஏ, மாதா கோயில் தெரு, சகோதரபுரம், புதுக்கோட்டை.	[788, 1383, 1122, 1470]
page-number-badge: 19	[1462, 39, 1517, 94]
office-bearer-entry: துணை அமைப்பாளர்கள் : (1) பிஸ்வபாராஜ், 23, செம்மனாம்பொட்டல், பூவலூர், மணமேல்குடி, புதுக்கோட்டை. (2) ஆ.அரவிந்த் ஜான், 9/10ஏ, தவரான் குடியிருப்பு, புதுக்கோட்டை. (3) இபிரான் காந்த், 27, தவரான் குடியிருப்பு, புதுக்கோட்டை.	[1144, 1895, 1489, 1963]
panchayat-heading: மின்னாமொழி ஊராட்சி	[521, 949, 677, 972]
booth-entry	[788, 131, 1122, 168]
office-bearer-entry: அமைப்பாளர் : ஆ.லாரன்ஸ்குமார், 401, வன்னிச்சிப்பட்டினம், விச்சூர், மணமேல்குடி, புதுக்கோட்டை.	[432, 538, 766, 569]
booth-member: : மே.மகாலிங்கம், 21181, பிராமணவயல், நிலையூர், மணமேல்குடி, புதுக்கோட்டை.	[128, 665, 410, 696]
office-bearer-entry: அமைப்பாளர் : செ.முகமது பிலாது, 4033, வடக்குத் தெரு, அம்மாப்பட்டினம், மணமேல்குடி, புதுக்கோட்டை.	[432, 1604, 766, 1635]
booth-entry	[64, 701, 410, 738]
branch-heading: புதுக்குடி தெற்கு கிளை	[889, 2132, 1021, 2147]
office-bearer-entry: அமைப்பாளர் : மு.மாதவன், 137, கோலேந்திரம், அழிஞ்சிமேந்தல், மணமேல்குடி, புதுக்கோட்டை.	[788, 692, 1122, 722]
booth-entry	[788, 250, 1122, 287]
booth-subheading: பாக அமைப்பாளர்கள் :	[540, 2019, 658, 2032]
office-bearer-entry: துணை அமைப்பாளர்கள் : (1) செ.முகமது மீரான், 1167, ஆதிப்பட்டினம், அம்மாப்பட்டினம், புதுக்கோட்டை. (2) ஜெ.முகம்மது மன்சூர் அலிகான், 1219, ஆதிப்பட்டினம், மணமேல்குடி, புதுக்கோட்டை.	[432, 1793, 766, 1861]
branch-heading: பசுவாளேந்தல் கிளை	[1255, 1513, 1378, 1528]
booth-number: பாகம் – 264	[1144, 464, 1205, 476]
masthead	[26, 35, 1517, 99]
branch-heading: அம்மாபட்டினம் கிளை	[532, 1578, 666, 1593]
office-bearer-entry: அமைப்பாளர் : க.சிவாஸ்கரன், 1430, ஆவுடையார்பட்டினம், மணமேல்குடி, புதுக்கோட்டை.	[432, 1437, 766, 1468]
office-bearer-entry: அமைப்பாளர் : அஜான் சந்திர ஜெயபால், 343, மூலவயல், விச்சூர், மணமேல்குடி, புதுக்கோட்டை.	[432, 408, 766, 439]
office-bearer-entry: அமைப்பாளர் : அ.அபிஷேக் அஜய், 420–2, விச்சூர், வன்னிச்சிப்பட்டினம், மணமேல்குடி, புதுக்கோட்டை.	[432, 279, 766, 309]
booth-member: : அ.மாசிலாமணி, 2722, ராம்நகர், கோட்டைப்பட்டினம், கொடிக்குளம், புதுக்கோட்டை.	[1208, 662, 1489, 693]
office-bearer-entry: துணை அமைப்பாளர்கள் : (1) செ.முகுதீன் மைரக்காயர், 1662, யாகூப்ஹசன்பேட்டை, புதுக்கோட்டை. (2) ம.பாலகுந்து, 101, குமரப்பன்வயல், மிலிஸ், மணமேல்குடி, புதுக்கோட்டை. (3) சே.தாஜுதீன், சாத்திரம் தெரு, கோட்டைப்பட்டினம், மணமேல்குடி, புதுக்கோட்டை. (4) அ.ராஜா, பொன்னன்வயல், கோட்டைப்பட்டினம், மணமேல்குடி, புதுக்கோட்டை.	[788, 1717, 1122, 1822]
office-bearer-entry: அமைப்பாளர் : மு.விஜய், 121, கட்டுக்கரை, அழிஞ்சிமேந்தல், நெற்குப்பை, மணமேல்குடி, புதுக்கோட்டை.	[1144, 1688, 1489, 1718]
booth-number: பாகம் – 261	[1144, 345, 1205, 357]
booth-number: பாகம் – 217	[432, 1335, 492, 1347]
booth-number: பாகம் – 240	[432, 2120, 492, 2133]
